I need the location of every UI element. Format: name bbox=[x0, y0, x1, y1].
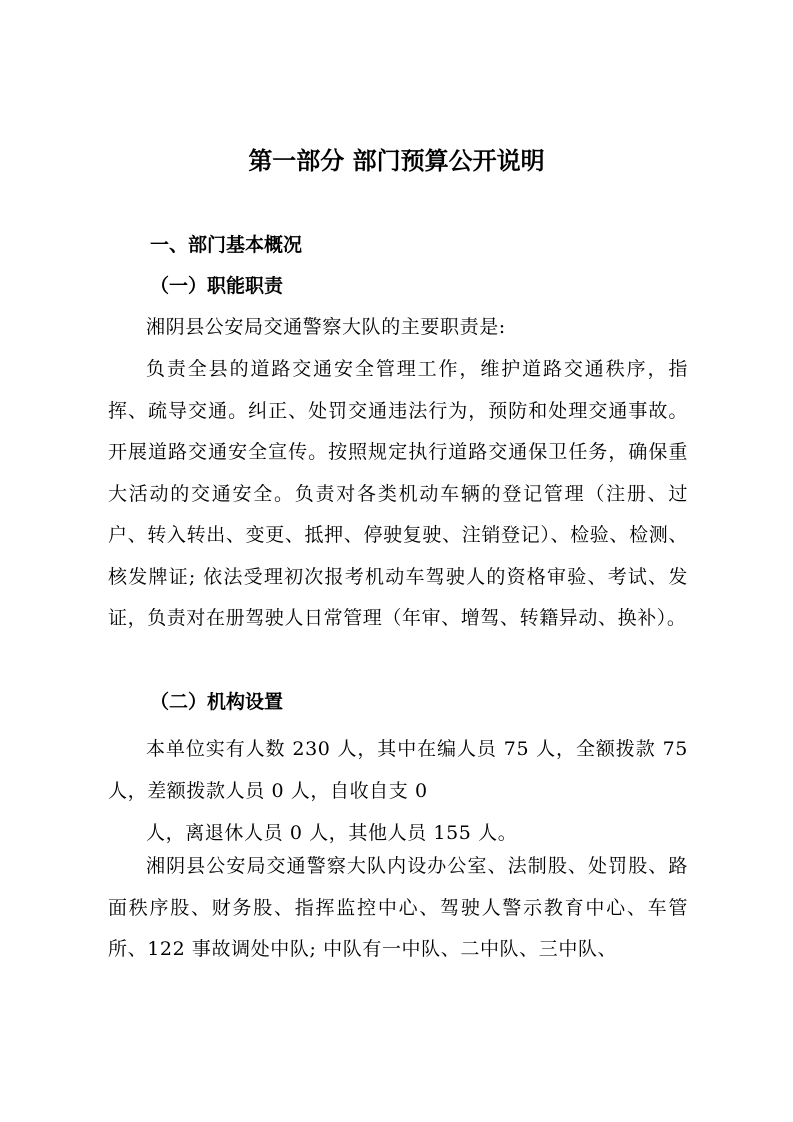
document-title: 第一部分 部门预算公开说明 bbox=[248, 146, 545, 175]
subsection-heading-duties: （一）职能职责 bbox=[150, 275, 284, 297]
paragraph-staff-count-continued: 人，离退休人员 0 人，其他人员 155 人。 bbox=[146, 822, 518, 844]
section-heading-basic-overview: 一、部门基本概况 bbox=[150, 234, 303, 256]
paragraph-internal-departments: 湘阴县公安局交通警察大队内设办公室、法制股、处罚股、路面秩序股、财务股、指挥监控中心、驾驶人警示教育中心、车管所、122 事故调处中队; 中队有一中队、二中队、三中队、 bbox=[108, 855, 688, 960]
subsection-heading-organization: （二）机构设置 bbox=[150, 691, 284, 713]
paragraph-staff-count: 本单位实有人数 230 人，其中在编人员 75 人，全额拨款 75 人，差额拨款人员 0 人，自收自支 0 bbox=[108, 738, 688, 802]
paragraph-duties-detail: 负责全县的道路交通安全管理工作，维护道路交通秩序，指挥、疏导交通。纠正、处罚交通违法行为，预防和处理交通事故。开展道路交通安全宣传。按照规定执行道路交通保卫任务，确保重大活动的交通安全。负责对各类机动车辆的登记管理（注册、过户、转入转出、变更、抵押、停驶复驶、注销登记）、检验、检测、核发牌证; 依法受理初次报考机动车驾驶人的资格审验、考试、发证，负责对在册驾驶人日常管理（年审、增驾、转籍异动、换补）。 bbox=[108, 358, 688, 629]
paragraph-duties-intro: 湘阴县公安局交通警察大队的主要职责是: bbox=[146, 316, 506, 338]
